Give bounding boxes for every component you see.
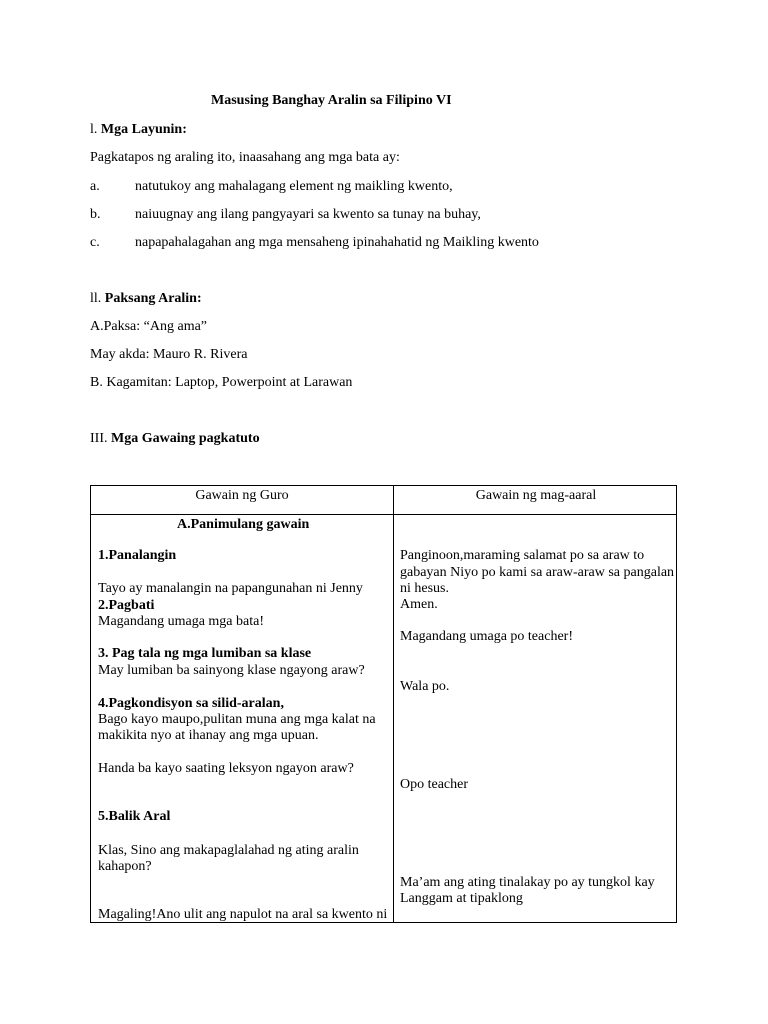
objective-letter: b. (90, 207, 101, 222)
pagbati-heading: 2.Pagbati (98, 598, 155, 613)
column-divider (393, 486, 394, 922)
section-1-heading (90, 122, 187, 138)
amen-text: Amen. (400, 597, 438, 612)
kondisyon-text: Bago kayo maupo,pulitan muna ang mga kalat na (98, 712, 376, 727)
section-3-label: Mga Gawaing pagkatuto (111, 431, 260, 446)
ready-reply: Opo teacher (400, 777, 469, 792)
absence-reply: Wala po. (400, 679, 450, 694)
objective-text: natutukoy ang mahalagang element ng maikling kwento, (135, 179, 453, 194)
section-2-heading (90, 291, 202, 307)
magaling-text: Magaling!Ano ulit ang napulot na aral sa kwento ni (98, 907, 388, 922)
panalangin-text: Tayo ay manalangin na papangunahan ni Jenny (98, 581, 363, 596)
section-3-number: III. (90, 431, 108, 446)
section-2-label: Paksang Aralin: (104, 291, 202, 306)
balik-heading: 5.Balik Aral (98, 809, 171, 824)
section-2-number: ll. (90, 291, 102, 306)
balik-text: Klas, Sino ang makapaglalahad ng ating aralin (98, 843, 359, 858)
section-1-label: Mga Layunin: (100, 122, 187, 137)
handa-text: Handa ba kayo saating leksyon ngayon araw? (98, 761, 354, 776)
objective-text: napapahalagahan ang mga mensaheng ipinahahatid ng Maikling kwento (135, 235, 539, 250)
review-reply: Langgam at tipaklong (400, 891, 523, 906)
objective-text: naiuugnay ang ilang pangyayari sa kwento sa tunay na buhay, (135, 207, 481, 222)
prayer-text: gabayan Niyo po kami sa araw-araw sa pangalan (400, 565, 675, 580)
kondisyon-heading: 4.Pagkondisyon sa silid-aralan, (98, 696, 284, 711)
pagbati-text: Magandang umaga mga bata! (98, 614, 264, 629)
balik-text: kahapon? (98, 859, 152, 874)
author-line: May akda: Mauro R. Rivera (90, 347, 248, 362)
panalangin-heading: 1.Panalangin (98, 548, 177, 563)
objective-letter: c. (90, 235, 100, 250)
header-student: Gawain ng mag-aaral (475, 488, 597, 503)
topic-line: A.Paksa: “Ang ama” (90, 319, 208, 334)
section-1-number: l. (90, 122, 98, 137)
header-divider (91, 514, 676, 515)
section-1-intro: Pagkatapos ng araling ito, inaasahang ang mga bata ay: (90, 150, 400, 165)
lumiban-heading: 3. Pag tala ng mga lumiban sa klase (98, 646, 312, 661)
objective-letter: a. (90, 179, 100, 194)
prayer-text: Panginoon,maraming salamat po sa araw to (400, 548, 645, 563)
lumiban-text: May lumiban ba sainyong klase ngayong araw? (98, 663, 365, 678)
materials-line: B. Kagamitan: Laptop, Powerpoint at Larawan (90, 375, 353, 390)
section-3-heading (90, 431, 260, 447)
greeting-reply: Magandang umaga po teacher! (400, 629, 573, 644)
prayer-text: ni hesus. (400, 581, 449, 596)
panimula-heading: A.Panimulang gawain (177, 517, 310, 532)
kondisyon-text: makikita nyo at ihanay ang mga upuan. (98, 728, 319, 743)
activities-table (90, 485, 677, 923)
header-teacher: Gawain ng Guro (195, 488, 289, 503)
review-reply: Ma’am ang ating tinalakay po ay tungkol kay (400, 875, 655, 890)
document-title: Masusing Banghay Aralin sa Filipino VI (211, 93, 452, 108)
